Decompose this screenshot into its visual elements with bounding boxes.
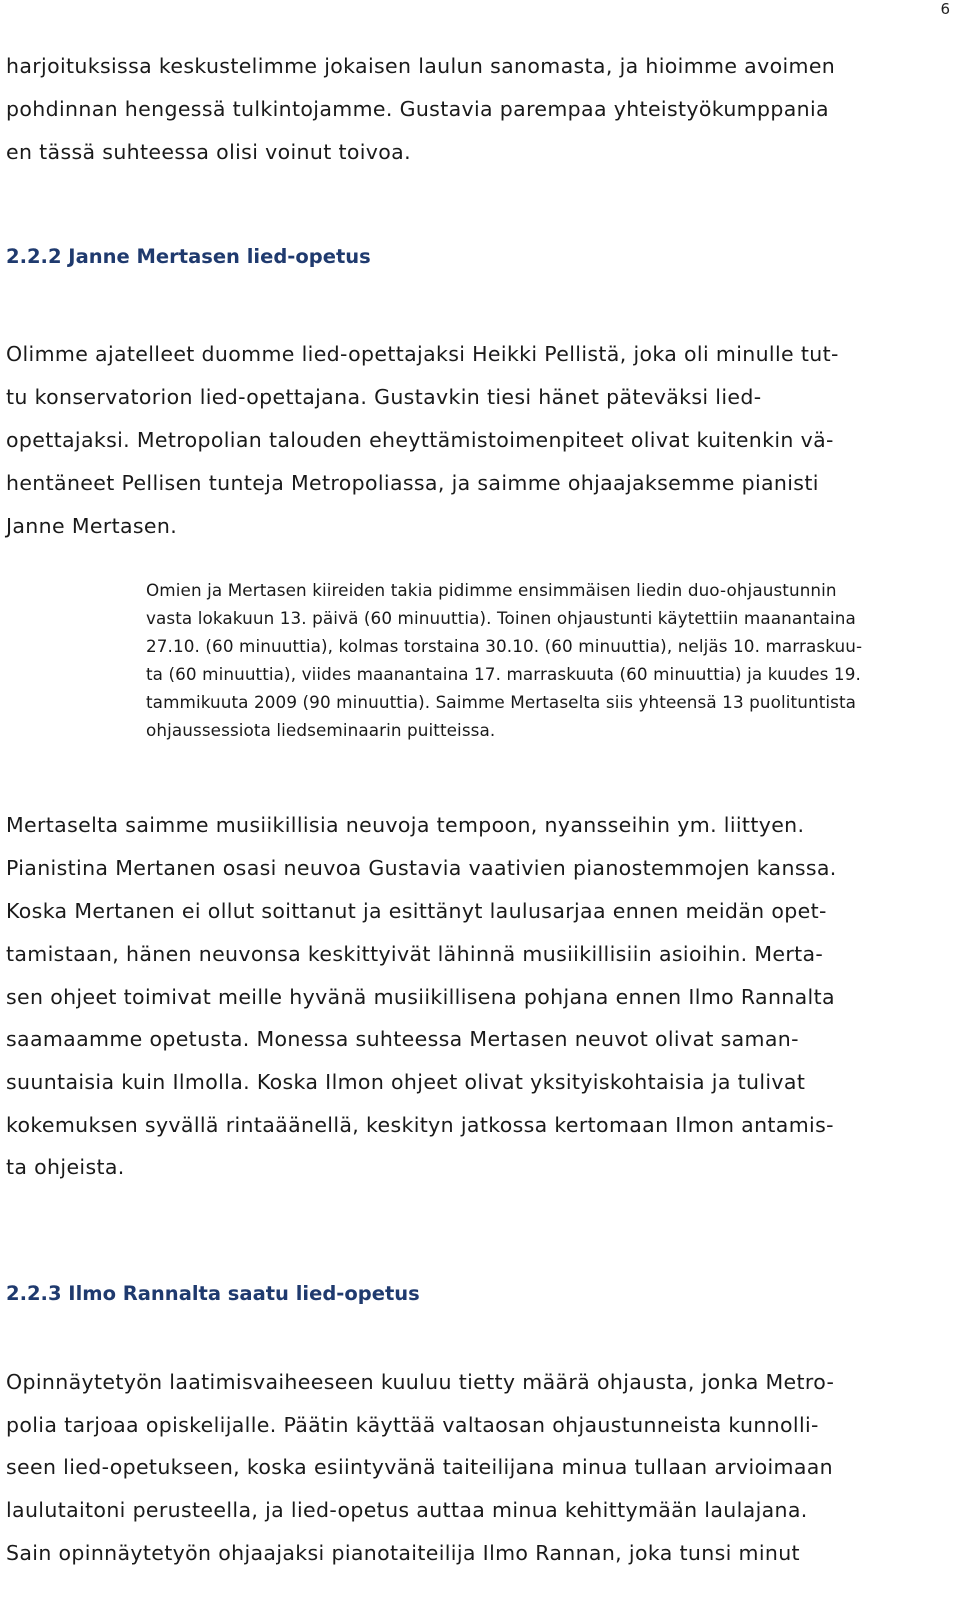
- text-line: Koska Mertanen ei ollut soittanut ja esittänyt laulusarjaa ennen meidän opet-: [6, 899, 827, 923]
- text-line: seen lied-opetukseen, koska esiintyvänä taiteilijana minua tullaan arvioimaan: [6, 1455, 834, 1479]
- page-number: 6: [940, 0, 950, 18]
- quote-line: tammikuuta 2009 (90 minuuttia). Saimme Mertaselta siis yhteensä 13 puolituntista: [146, 692, 857, 712]
- section-heading-2-2-3: 2.2.3 Ilmo Rannalta saatu lied-opetus: [6, 1282, 420, 1305]
- text-line: pohdinnan hengessä tulkintojamme. Gustavia parempaa yhteistyökumppania: [6, 97, 829, 121]
- text-line: sen ohjeet toimivat meille hyvänä musiikillisena pohjana ennen Ilmo Rannalta: [6, 985, 835, 1009]
- quote-line: 27.10. (60 minuuttia), kolmas torstaina 30.10. (60 minuuttia), neljäs 10. marraskuu-: [146, 636, 863, 656]
- text-line: kokemuksen syvällä rintaäänellä, keskityn jatkossa kertomaan Ilmon antamis-: [6, 1113, 834, 1137]
- quote-line: ta (60 minuuttia), viides maanantaina 17. marraskuuta (60 minuuttia) ja kuudes 19.: [146, 664, 861, 684]
- text-line: Pianistina Mertanen osasi neuvoa Gustavia vaativien pianostemmojen kanssa.: [6, 856, 837, 880]
- text-line: Mertaselta saimme musiikillisia neuvoja tempoon, nyansseihin ym. liittyen.: [6, 813, 805, 837]
- text-line: suuntaisia kuin Ilmolla. Koska Ilmon ohjeet olivat yksityiskohtaisia ja tulivat: [6, 1070, 806, 1094]
- text-line: laulutaitoni perusteella, ja lied-opetus auttaa minua kehittymään laulajana.: [6, 1498, 808, 1522]
- text-line: Opinnäytetyön laatimisvaiheeseen kuuluu tietty määrä ohjausta, jonka Metro-: [6, 1370, 835, 1394]
- text-line: saamaamme opetusta. Monessa suhteessa Mertasen neuvot olivat saman-: [6, 1027, 799, 1051]
- text-line: ta ohjeista.: [6, 1155, 125, 1179]
- text-line: en tässä suhteessa olisi voinut toivoa.: [6, 140, 411, 164]
- quote-line: ohjaussessiota liedseminaarin puitteissa.: [146, 720, 496, 740]
- text-line: Sain opinnäytetyön ohjaajaksi pianotaiteilija Ilmo Rannan, joka tunsi minut: [6, 1541, 800, 1565]
- quote-line: vasta lokakuun 13. päivä (60 minuuttia). Toinen ohjaustunti käytettiin maanantaina: [146, 608, 856, 628]
- quote-line: Omien ja Mertasen kiireiden takia pidimme ensimmäisen liedin duo-ohjaustunnin: [146, 580, 837, 600]
- text-line: harjoituksissa keskustelimme jokaisen laulun sanomasta, ja hioimme avoimen: [6, 54, 836, 78]
- section-heading-2-2-2: 2.2.2 Janne Mertasen lied-opetus: [6, 245, 371, 268]
- text-line: hentäneet Pellisen tunteja Metropoliassa, ja saimme ohjaajaksemme pianisti: [6, 471, 819, 495]
- text-line: tamistaan, hänen neuvonsa keskittyivät lähinnä musiikillisiin asioihin. Merta-: [6, 942, 824, 966]
- text-line: opettajaksi. Metropolian talouden eheyttämistoimenpiteet olivat kuitenkin vä-: [6, 428, 834, 452]
- text-line: Janne Mertasen.: [6, 514, 178, 538]
- text-line: Olimme ajatelleet duomme lied-opettajaksi Heikki Pellistä, joka oli minulle tut-: [6, 342, 839, 366]
- text-line: tu konservatorion lied-opettajana. Gustavkin tiesi hänet päteväksi lied-: [6, 385, 762, 409]
- text-line: polia tarjoaa opiskelijalle. Päätin käyttää valtaosan ohjaustunneista kunnolli-: [6, 1413, 819, 1437]
